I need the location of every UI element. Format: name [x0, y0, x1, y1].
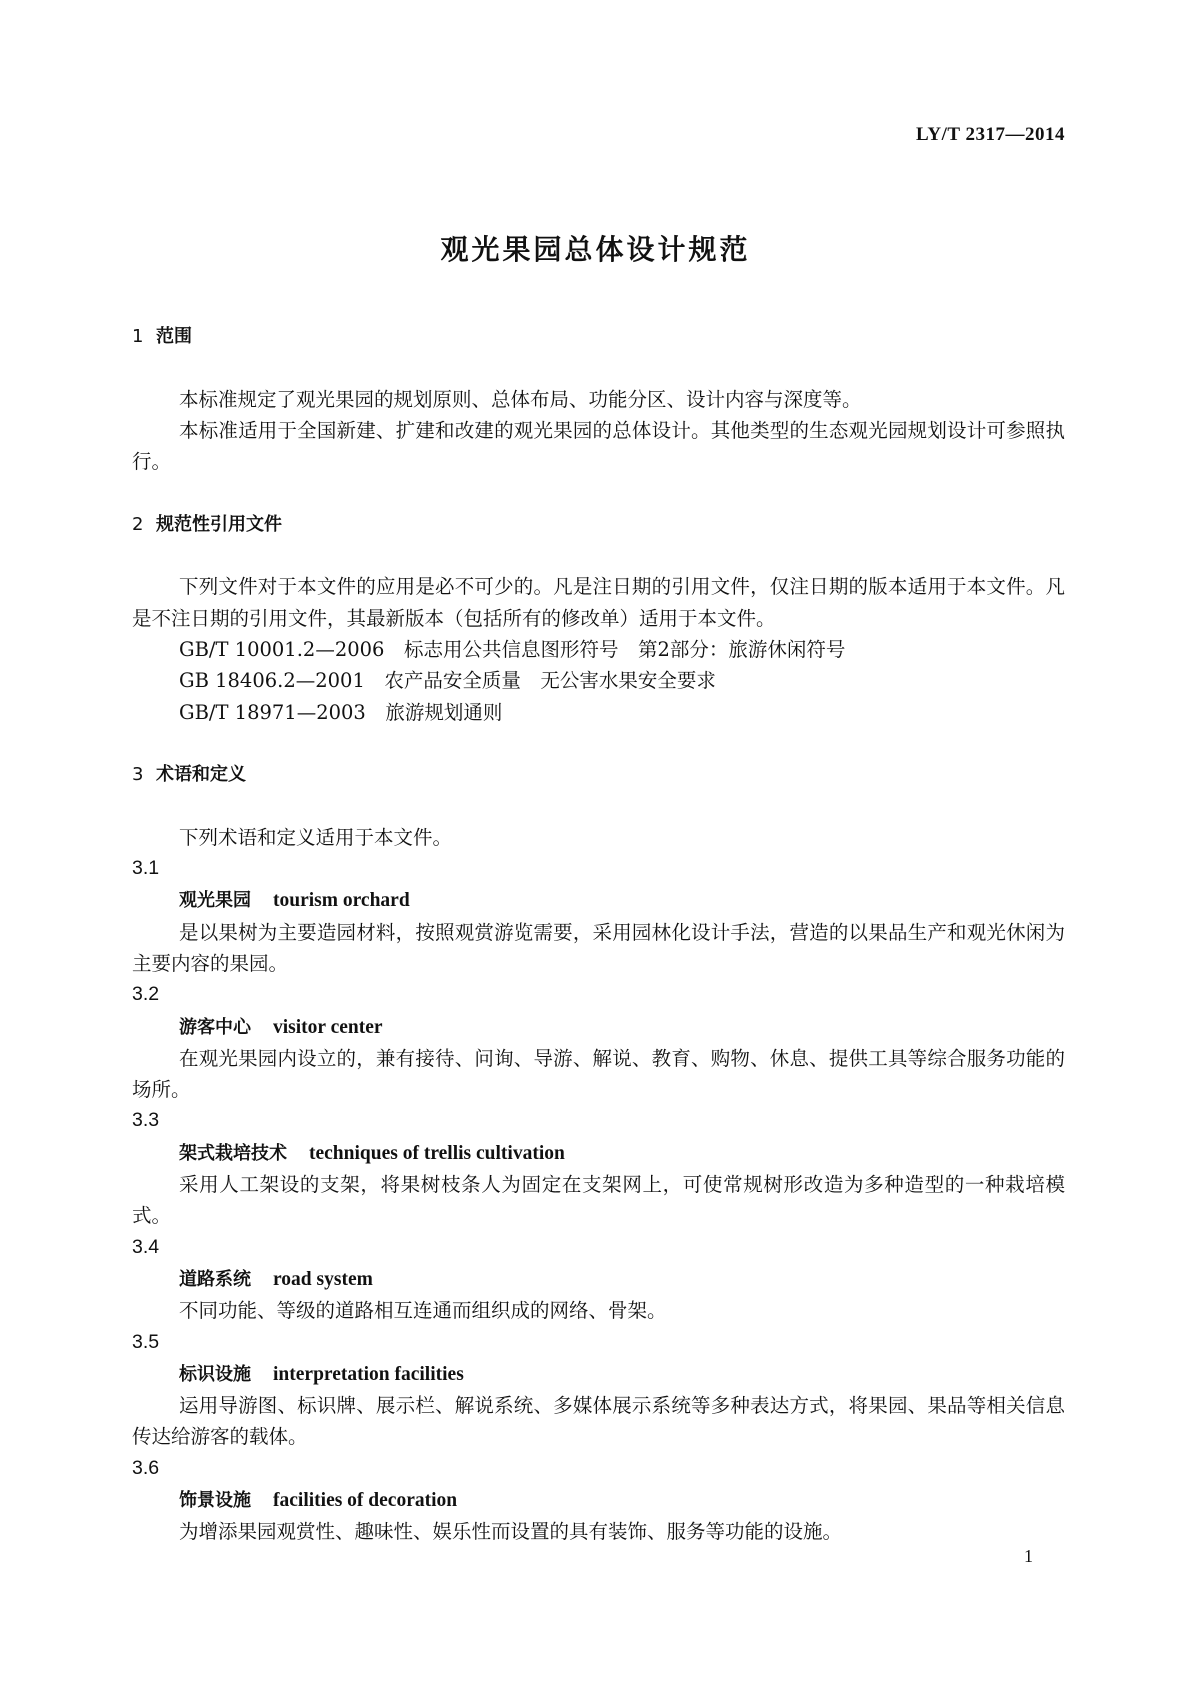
term-number: 3.2: [132, 983, 160, 1006]
section-number: 2: [132, 513, 144, 535]
term-entry: [132, 979, 1065, 1105]
term-en: facilities of decoration: [273, 1489, 458, 1511]
term-number: 3.1: [132, 857, 160, 880]
term-heading: [132, 1011, 1065, 1043]
term-entry: [132, 853, 1065, 979]
term-zh: 标识设施: [179, 1363, 251, 1385]
term-en: visitor center: [273, 1016, 383, 1038]
term-number: 3.4: [132, 1235, 160, 1258]
reference-item: GB/T 10001.2—2006 标志用公共信息图形符号 第2部分：旅游休闲符号: [179, 637, 846, 661]
term-definition: 采用人工架设的支架，将果树枝条人为固定在支架网上，可使常规树形改造为多种造型的一种栽培模式。: [132, 1173, 1065, 1228]
term-heading: [132, 1484, 1065, 1516]
term-number: 3.6: [132, 1456, 160, 1479]
term-en: interpretation facilities: [273, 1363, 464, 1385]
term-en: techniques of trellis cultivation: [309, 1142, 565, 1164]
term-definition: 是以果树为主要造园材料，按照观赏游览需要，采用园林化设计手法，营造的以果品生产和观光休闲为主要内容的果园。: [132, 920, 1065, 975]
term-entry: [132, 1232, 1065, 1327]
paragraph: 下列术语和定义适用于本文件。: [179, 825, 453, 849]
term-en: road system: [273, 1268, 373, 1290]
term-entry: [132, 1105, 1065, 1231]
term-heading: [132, 1263, 1065, 1295]
term-en: tourism orchard: [273, 890, 410, 912]
paragraph: 本标准适用于全国新建、扩建和改建的观光果园的总体设计。其他类型的生态观光园规划设计可参照执行。: [132, 418, 1065, 474]
term-entry: [132, 1327, 1065, 1453]
document-body: [132, 321, 1065, 1548]
section-number: 3: [132, 764, 144, 786]
document-title: 观光果园总体设计规范: [440, 233, 751, 266]
term-zh: 饰景设施: [179, 1489, 251, 1511]
term-list: [132, 853, 1065, 1548]
term-definition: 在观光果园内设立的，兼有接待、问询、导游、解说、教育、购物、休息、提供工具等综合服务功能的场所。: [132, 1046, 1065, 1102]
section-title: 范围: [156, 326, 192, 347]
section-title: 术语和定义: [156, 764, 246, 786]
term-definition: 不同功能、等级的道路相互连通而组织成的网络、骨架。: [179, 1299, 667, 1323]
term-heading: [132, 884, 1065, 916]
term-entry: [132, 1453, 1065, 1548]
reference-item: GB 18406.2—2001 农产品安全质量 无公害水果安全要求: [179, 669, 716, 693]
paragraph: 下列文件对于本文件的应用是必不可少的。凡是注日期的引用文件，仅注日期的版本适用于本文件。凡是不注日期的引用文件，其最新版本（包括所有的修改单）适用于本文件。: [132, 575, 1065, 630]
term-zh: 架式栽培技术: [179, 1142, 287, 1164]
section-heading-terms: [132, 759, 1065, 790]
term-zh: 道路系统: [179, 1268, 251, 1290]
standard-code: LY/T 2317—2014: [915, 124, 1065, 145]
term-number: 3.3: [132, 1109, 160, 1132]
term-zh: 游客中心: [179, 1016, 251, 1038]
term-definition: 为增添果园观赏性、趣味性、娱乐性而设置的具有装饰、服务等功能的设施。: [179, 1520, 843, 1544]
page-number: 1: [1024, 1546, 1033, 1566]
section-heading-normative-references: [132, 509, 1065, 540]
paragraph: 本标准规定了观光果园的规划原则、总体布局、功能分区、设计内容与深度等。: [179, 387, 862, 411]
term-definition: 运用导游图、标识牌、展示栏、解说系统、多媒体展示系统等多种表达方式，将果园、果品等相关信息传达给游客的载体。: [132, 1394, 1065, 1449]
term-heading: [132, 1358, 1065, 1390]
term-number: 3.5: [132, 1330, 160, 1353]
section-heading-scope: [132, 321, 1065, 352]
section-number: 1: [132, 326, 144, 347]
section-title: 规范性引用文件: [156, 513, 282, 535]
term-zh: 观光果园: [179, 890, 251, 912]
term-heading: [132, 1137, 1065, 1169]
reference-item: GB/T 18971—2003 旅游规划通则: [179, 700, 503, 724]
